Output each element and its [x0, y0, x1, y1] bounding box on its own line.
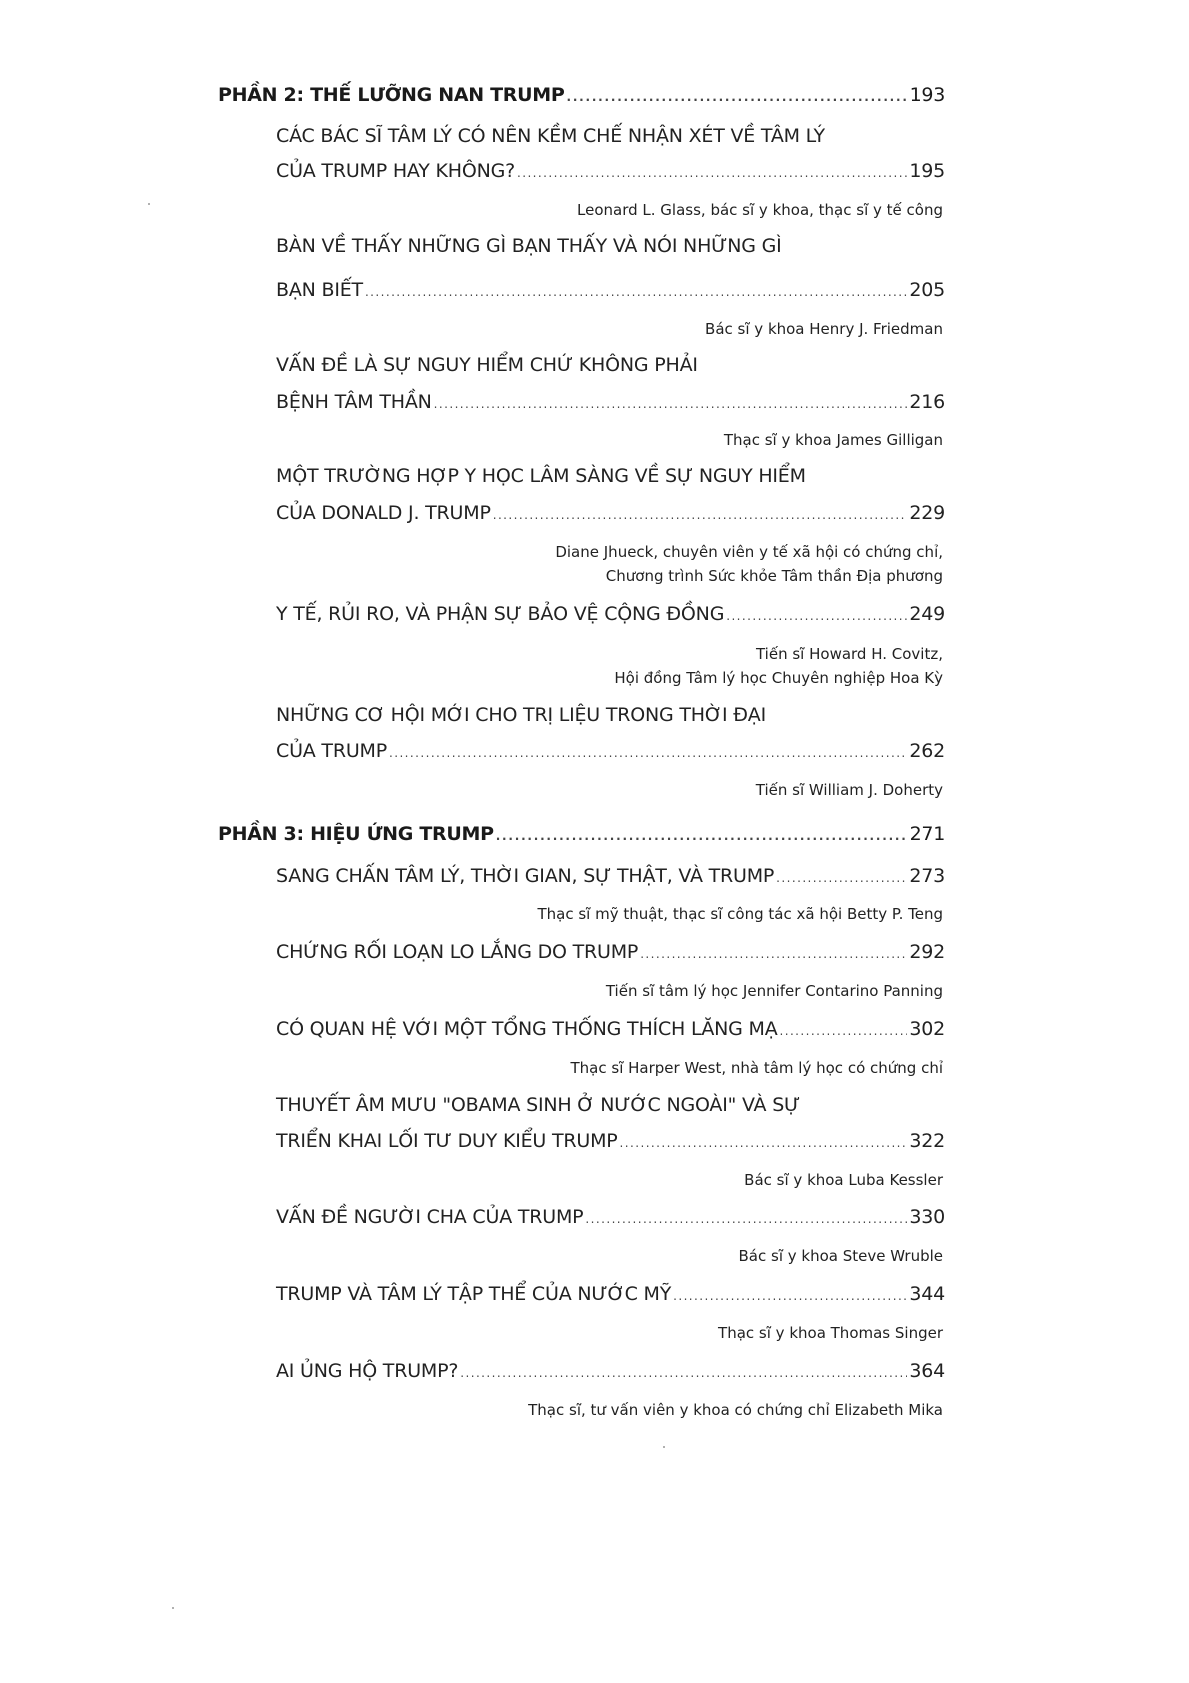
- author-line: Thạc sĩ, tư vấn viên y khoa có chứng chỉ Elizabeth Mika: [528, 1401, 943, 1419]
- chapter-title: AI ỦNG HỘ TRUMP?: [276, 1360, 459, 1382]
- chapter-author: [555, 540, 943, 588]
- toc-entry[interactable]: [276, 1360, 945, 1382]
- toc-entry[interactable]: [276, 1206, 945, 1228]
- page-number: 262: [909, 740, 945, 762]
- chapter-title: Y TẾ, RỦI RO, VÀ PHẬN SỰ BẢO VỆ CỘNG ĐỒNG: [276, 603, 725, 625]
- chapter-title: BẠN BIẾT: [276, 279, 363, 301]
- author-line: Thạc sĩ mỹ thuật, thạc sĩ công tác xã hội Betty P. Teng: [537, 905, 943, 923]
- dot-leader: [517, 166, 907, 180]
- dot-leader: [493, 508, 908, 522]
- page-number: 273: [909, 865, 945, 887]
- author-line: Tiến sĩ William J. Doherty: [755, 781, 943, 799]
- chapter-title: NHỮNG CƠ HỘI MỚI CHO TRỊ LIỆU TRONG THỜI ĐẠI: [276, 704, 766, 726]
- chapter-author: [739, 1244, 943, 1268]
- chapter-title-line[interactable]: [276, 235, 782, 257]
- chapter-author: [606, 979, 943, 1003]
- scan-speck: [172, 1607, 174, 1609]
- author-line: Thạc sĩ Harper West, nhà tâm lý học có chứng chỉ: [570, 1059, 943, 1077]
- chapter-title-line[interactable]: [276, 704, 766, 726]
- dot-leader: [673, 1289, 907, 1303]
- chapter-author: [571, 1056, 943, 1080]
- chapter-author: [724, 428, 943, 452]
- chapter-author: [756, 778, 943, 802]
- chapter-title: CÁC BÁC SĨ TÂM LÝ CÓ NÊN KỀM CHẾ NHẬN XÉT VỀ TÂM LÝ: [276, 125, 825, 147]
- page-number: 271: [909, 823, 945, 845]
- author-line: Bác sĩ y khoa Luba Kessler: [744, 1171, 943, 1189]
- chapter-title-line[interactable]: [276, 354, 698, 376]
- chapter-title: CHỨNG RỐI LOẠN LO LẮNG DO TRUMP: [276, 941, 639, 963]
- page-number: 216: [909, 391, 945, 413]
- page-number: 292: [909, 941, 945, 963]
- toc-entry[interactable]: [276, 865, 945, 887]
- page-number: 344: [909, 1283, 945, 1305]
- page-number: 364: [909, 1360, 945, 1382]
- page-number: 330: [909, 1206, 945, 1228]
- dot-leader: [585, 1212, 907, 1226]
- author-line: Tiến sĩ tâm lý học Jennifer Contarino Panning: [605, 982, 943, 1000]
- part-title: PHẦN 3: HIỆU ỨNG TRUMP: [218, 823, 494, 845]
- toc-entry[interactable]: [276, 160, 945, 182]
- chapter-title: SANG CHẤN TÂM LÝ, THỜI GIAN, SỰ THẬT, VÀ TRUMP: [276, 865, 775, 887]
- chapter-title: VẤN ĐỀ LÀ SỰ NGUY HIỂM CHỨ KHÔNG PHẢI: [276, 354, 698, 376]
- chapter-title: TRIỂN KHAI LỐI TƯ DUY KIỂU TRUMP: [276, 1130, 618, 1152]
- chapter-title: THUYẾT ÂM MƯU "OBAMA SINH Ở NƯỚC NGOÀI" VÀ SỰ: [276, 1094, 801, 1116]
- chapter-title: CỦA TRUMP HAY KHÔNG?: [276, 160, 515, 182]
- scan-speck: [148, 203, 150, 205]
- chapter-title: CỦA TRUMP: [276, 740, 387, 762]
- chapter-title-line[interactable]: [276, 125, 825, 147]
- dot-leader: [365, 285, 907, 299]
- toc-entry[interactable]: [276, 1283, 945, 1305]
- chapter-title: TRUMP VÀ TÂM LÝ TẬP THỂ CỦA NƯỚC MỸ: [276, 1283, 672, 1305]
- toc-part-3[interactable]: [218, 823, 945, 845]
- page-number: 195: [909, 160, 945, 182]
- author-line: Tiến sĩ Howard H. Covitz,: [755, 645, 943, 663]
- scan-speck: [663, 1446, 665, 1448]
- toc-entry[interactable]: [276, 391, 945, 413]
- chapter-title: VẤN ĐỀ NGƯỜI CHA CỦA TRUMP: [276, 1206, 584, 1228]
- dot-leader: [780, 1024, 908, 1038]
- author-line: Thạc sĩ y khoa James Gilligan: [723, 431, 943, 449]
- chapter-title: BỆNH TÂM THẦN: [276, 391, 432, 413]
- chapter-title: BÀN VỀ THẤY NHỮNG GÌ BẠN THẤY VÀ NÓI NHỮNG GÌ: [276, 235, 782, 257]
- chapter-author: [528, 1398, 943, 1422]
- toc-part-2[interactable]: [218, 84, 945, 106]
- toc-entry[interactable]: [276, 1018, 945, 1040]
- chapter-author: [614, 642, 943, 690]
- author-line: Hội đồng Tâm lý học Chuyên nghiệp Hoa Kỳ: [614, 669, 943, 687]
- dot-leader: [434, 397, 908, 411]
- chapter-author: [537, 902, 943, 926]
- part-title: PHẦN 2: THẾ LƯỠNG NAN TRUMP: [218, 84, 565, 106]
- author-line: Diane Jhueck, chuyên viên y tế xã hội có chứng chỉ,: [555, 543, 943, 561]
- page-number: 229: [909, 502, 945, 524]
- toc-entry[interactable]: [276, 603, 945, 625]
- page-number: 249: [909, 603, 945, 625]
- page-number: 193: [909, 84, 945, 106]
- toc-entry[interactable]: [276, 1130, 945, 1152]
- chapter-author: [705, 317, 943, 341]
- chapter-author: [744, 1168, 943, 1192]
- dot-leader: [567, 90, 908, 104]
- dot-leader: [640, 947, 907, 961]
- dot-leader: [389, 746, 907, 760]
- toc-entry[interactable]: [276, 279, 945, 301]
- chapter-title-line[interactable]: [276, 1094, 800, 1116]
- chapter-title: CỦA DONALD J. TRUMP: [276, 502, 491, 524]
- toc-entry[interactable]: [276, 740, 945, 762]
- chapter-title: CÓ QUAN HỆ VỚI MỘT TỔNG THỐNG THÍCH LĂNG MẠ: [276, 1018, 778, 1040]
- chapter-title-line[interactable]: [276, 465, 806, 487]
- author-line: Leonard L. Glass, bác sĩ y khoa, thạc sĩ y tế công: [577, 201, 943, 219]
- author-line: Bác sĩ y khoa Steve Wruble: [738, 1247, 943, 1265]
- dot-leader: [726, 609, 907, 623]
- author-line: Chương trình Sức khỏe Tâm thần Địa phương: [605, 567, 943, 585]
- dot-leader: [620, 1136, 908, 1150]
- author-line: Thạc sĩ y khoa Thomas Singer: [718, 1324, 943, 1342]
- chapter-author: [577, 198, 943, 222]
- page-number: 205: [909, 279, 945, 301]
- dot-leader: [776, 871, 907, 885]
- chapter-title: MỘT TRƯỜNG HỢP Y HỌC LÂM SÀNG VỀ SỰ NGUY HIỂM: [276, 465, 806, 487]
- toc-entry[interactable]: [276, 941, 945, 963]
- dot-leader: [496, 829, 908, 843]
- author-line: Bác sĩ y khoa Henry J. Friedman: [705, 320, 943, 338]
- toc-entry[interactable]: [276, 502, 945, 524]
- page-number: 322: [909, 1130, 945, 1152]
- dot-leader: [460, 1366, 907, 1380]
- chapter-author: [718, 1321, 943, 1345]
- page-number: 302: [909, 1018, 945, 1040]
